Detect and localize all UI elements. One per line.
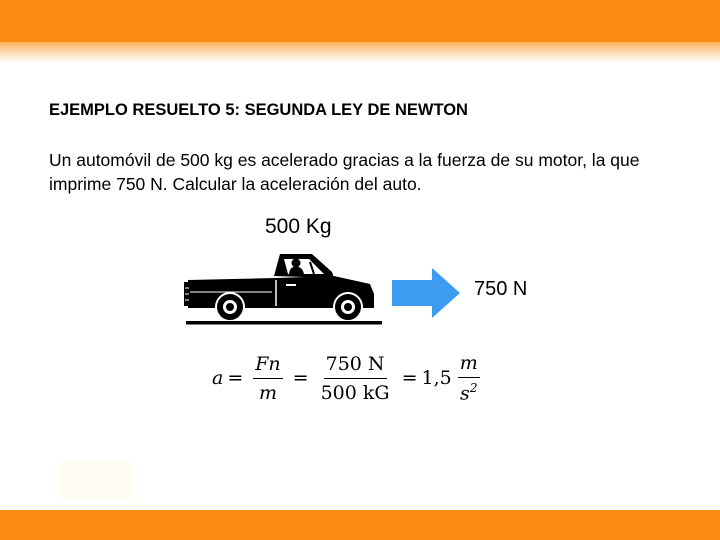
equals-sign: = bbox=[401, 367, 418, 390]
pickup-truck-icon bbox=[184, 250, 384, 326]
footer-bar bbox=[0, 510, 720, 540]
force-label: 750 N bbox=[474, 278, 528, 300]
formula-lhs: a bbox=[212, 367, 224, 390]
slide-title: EJEMPLO RESUELTO 5: SEGUNDA LEY DE NEWTON bbox=[49, 101, 468, 119]
fraction-denominator: m bbox=[258, 381, 277, 404]
formula-result: 1,5 bbox=[421, 367, 452, 390]
unit-denominator bbox=[458, 378, 479, 404]
fraction-numerator: 750 N bbox=[324, 353, 387, 379]
header-bar bbox=[0, 0, 720, 42]
fraction-values bbox=[319, 353, 392, 404]
fraction-unit bbox=[458, 352, 480, 404]
equals-sign: = bbox=[292, 367, 309, 390]
fraction-numerator: Fn bbox=[253, 353, 282, 379]
acceleration-formula bbox=[212, 352, 486, 404]
footer-mark bbox=[60, 462, 134, 500]
fraction-force-mass bbox=[253, 353, 282, 404]
problem-statement: Un automóvil de 500 kg es acelerado gracias a la fuerza de su motor, la que imprime 750 N. Calcular la aceleración del auto. bbox=[49, 150, 640, 194]
equals-sign: = bbox=[227, 367, 244, 390]
fraction-denominator: 500 kG bbox=[320, 381, 390, 404]
force-arrow-icon bbox=[392, 268, 460, 318]
header-gradient bbox=[0, 42, 720, 64]
unit-numerator: m bbox=[458, 352, 480, 378]
mass-label: 500 Kg bbox=[265, 215, 332, 238]
unit-base: s bbox=[460, 382, 470, 405]
unit-exponent: 2 bbox=[469, 381, 478, 395]
